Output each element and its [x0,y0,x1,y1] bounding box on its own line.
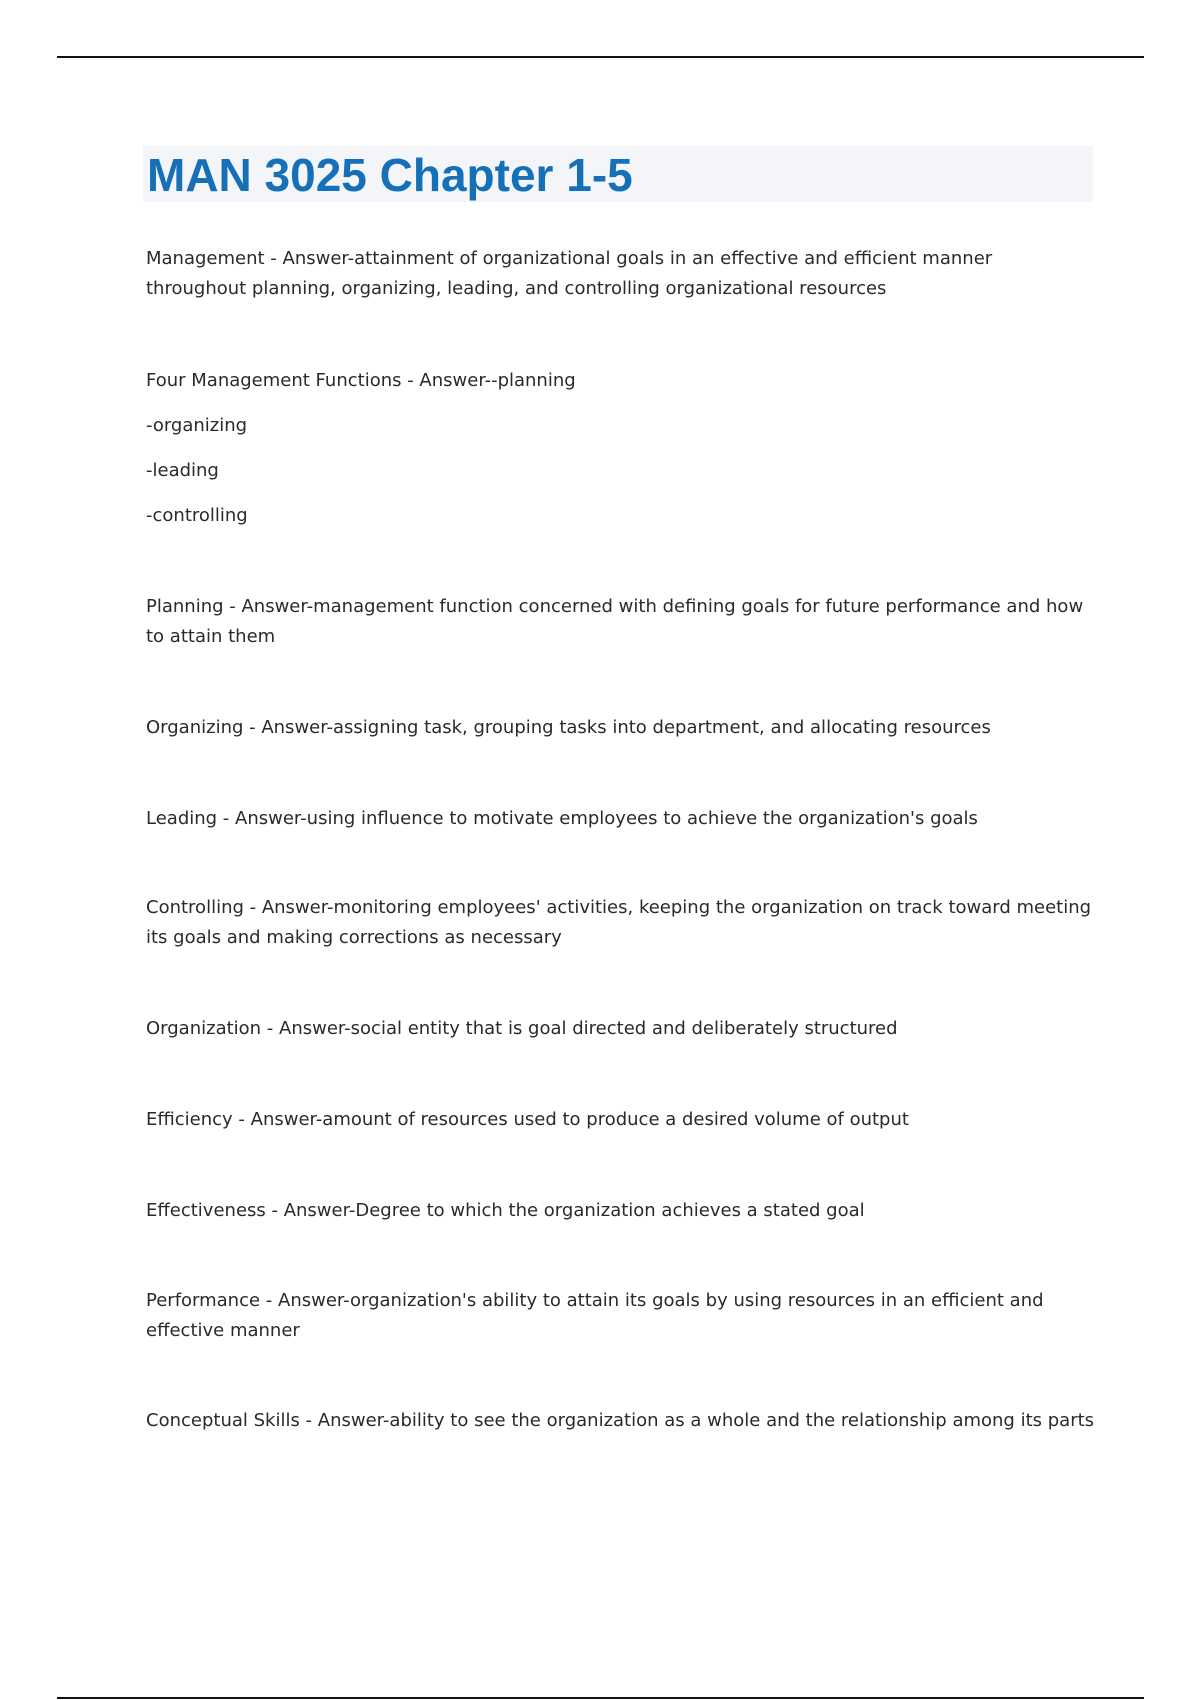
entry-text: Conceptual Skills - Answer-ability to see the organization as a whole and the relationship among its parts [146,1410,1095,1431]
entry-text: Performance - Answer-organization's ability to attain its goals by using resources in an efficient and effective manner [146,1290,1044,1341]
entry-text: Four Management Functions - Answer--planning [146,370,576,391]
entry-efficiency [146,1105,1096,1135]
entry-text: Leading - Answer-using influence to motivate employees to achieve the organization's goals [146,808,978,829]
document-title: MAN 3025 Chapter 1-5 [147,149,633,201]
entry-text: Organizing - Answer-assigning task, grouping tasks into department, and allocating resources [146,717,991,738]
bottom-rule [57,1697,1144,1699]
list-item: -controlling [146,505,248,526]
entry-management [146,244,1096,304]
entry-four-management-functions [146,366,1096,531]
entry-leading [146,804,1096,834]
entry-planning [146,592,1096,652]
entry-conceptual-skills [146,1406,1096,1436]
entry-text: Organization - Answer-social entity that is goal directed and deliberately structured [146,1018,898,1039]
title-band [143,146,1093,202]
entry-performance [146,1286,1096,1346]
entry-text: Effectiveness - Answer-Degree to which the organization achieves a stated goal [146,1200,865,1221]
entry-text: Controlling - Answer-monitoring employees' activities, keeping the organization on track toward meeting its goals and making corrections as necessary [146,897,1092,948]
entry-effectiveness [146,1196,1096,1226]
entry-organizing [146,713,1096,743]
entry-organization [146,1014,1096,1044]
top-rule [57,56,1144,58]
entry-controlling [146,893,1096,953]
entry-text: Efficiency - Answer-amount of resources used to produce a desired volume of output [146,1109,909,1130]
list-item: -leading [146,460,219,481]
entry-text: Management - Answer-attainment of organizational goals in an effective and efficient manner throughout planning, organizing, leading, and controlling organizational resources [146,248,993,299]
list-item: -organizing [146,415,248,436]
entry-text: Planning - Answer-management function concerned with defining goals for future performance and how to attain them [146,596,1084,647]
